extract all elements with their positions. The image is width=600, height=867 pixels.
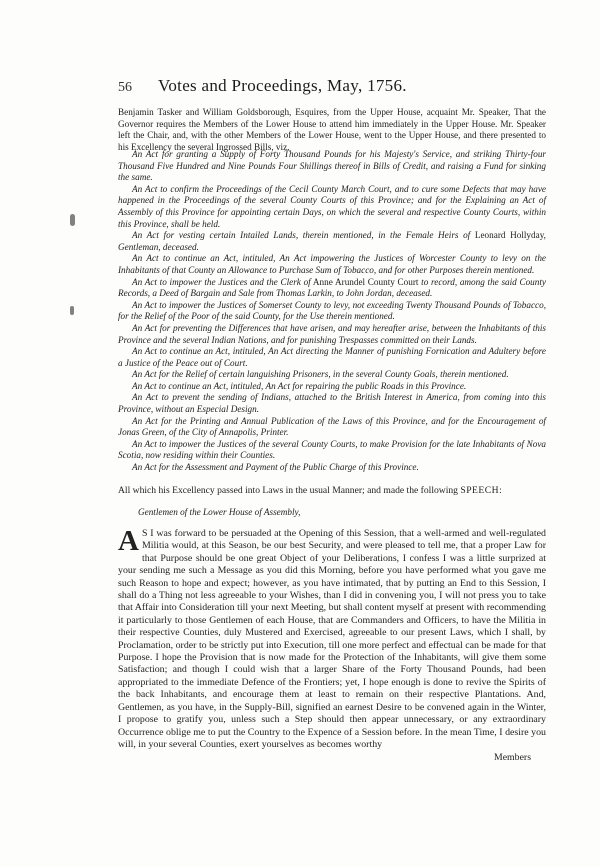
page-title: Votes and Proceedings, May, 1756. bbox=[158, 76, 407, 95]
bill-title: An Act for the Assessment and Payment of the Public Charge of this Province. bbox=[132, 462, 419, 473]
assent-text: All which his Excellency passed into Laws in the usual Manner; and made the following bbox=[118, 485, 458, 496]
bill-title-continued: to record, among the said County Records, a Deed of Bargain and Sale from Thomas Larkin, to John Jordan, deceased. bbox=[118, 276, 546, 299]
bill-title: An Act to confirm the Proceedings of the Cecil County March Court, and to cure some Defects that may have happened in the Proceedings of the several County Courts of this Province; and for the Explaining an Act of Assembly of this Province for appointing certain Days, on which the several and respective County Courts, within this Province, shall be held. bbox=[118, 183, 546, 229]
bill-item bbox=[118, 369, 546, 381]
bill-title: An Act for the Printing and Annual Publication of the Laws of this Province, and for the Encouragement of Jonas Green, of the City of Annapolis, Printer. bbox=[118, 415, 546, 438]
drop-cap: A bbox=[118, 525, 139, 557]
bill-title-continued: Gentleman, deceased. bbox=[118, 241, 199, 252]
bill-item bbox=[118, 277, 546, 300]
speech-address: Gentlemen of the Lower House of Assembly, bbox=[138, 507, 301, 517]
speech-heading: SPEECH: bbox=[460, 485, 503, 496]
bill-title: An Act to continue an Act, intituled, An Act directing the Manner of punishing Fornication and Adultery before a Justice of the Peace out of Court. bbox=[118, 346, 546, 368]
bill-item bbox=[118, 300, 546, 323]
speech-text: S I was forward to be persuaded at the Opening of this Session, that a well-armed and well-regulated Militia would, at this Season, be our best Security, and were pleased to tell me, that a proper Law for that Purpose should be one great Object of your Deliberations, I confess I was a little surprized at your sending me such a Message as you did this Morning, before you have performed what you gave me such Reason to hope and expect; however, as you have intimated, that by putting an End to this Session, I shall do a Thing not less agreeable to your Wishes, than I did in convening you, I will not press you to take that Affair into Consideration till your next Meeting, but shall content myself at present with recommending it particularly to those Gentlemen of each House, that are Commanders and Officers, to have the Militia in their respective Counties, duly Mustered and Exercised, agreeable to our present Laws, which I shall, by Proclamation, order to be strictly put into Execution, till one more perfect and effectual can be made for that Purpose. I hope the Provision that is now made for the Protection of the Inhabitants, will give them some Satisfaction; and though I could wish that a larger Share of the Forty Thousand Pounds, had been appropriated to the immediate Defence of the Frontiers; yet, I hope enough is done to revive the Spirits of the back Inhabitants, and encourage them at least to remain on their respective Plantations. And, Gentlemen, as you have, in the Supply-Bill, signified an earnest Desire to be convened again in the Winter, I propose to gratify you, unless such a Step should then appear unnecessary, or any extraordinary Occurrence oblige me to put the Country to the Expence of a Session before. In the mean Time, I desire you will, in your several Counties, exert yourselves as becomes worthy bbox=[118, 528, 546, 750]
bill-title: An Act to impower the Justices of the several County Courts, to make Provision for the late Inhabitants of Nova Scotia, now residing within their Counties. bbox=[118, 438, 546, 461]
bill-item bbox=[118, 230, 546, 253]
bill-item bbox=[118, 462, 546, 474]
page-number: 56 bbox=[118, 80, 132, 95]
ink-blot bbox=[70, 306, 74, 315]
assent-paragraph bbox=[118, 485, 546, 497]
bill-item bbox=[118, 346, 546, 369]
bill-item bbox=[118, 439, 546, 462]
bill-title: An Act to impower the Justices of Somerset County to levy, not exceeding Twenty Thousand Pounds of Tobacco, for the Relief of the Poor of the said County, for the Use therein mentioned. bbox=[118, 299, 546, 322]
speech-body bbox=[118, 525, 546, 751]
bill-item bbox=[118, 253, 546, 276]
catchword: Members bbox=[494, 752, 532, 763]
bill-title: An Act for preventing the Differences that have arisen, and may hereafter arise, between the Inhabitants of this Province and the several Indian Nations, and for punishing Trespasses committed on their Lands. bbox=[118, 322, 546, 345]
bill-proper-name: Leonard Hollyday, bbox=[470, 230, 546, 241]
bill-title: An Act to continue an Act, intituled, An Act impowering the Justices of Worcester County to levy on the Inhabitants of that County an Allowance to Purchase Sum of Tobacco, and for other Purposes therein mentioned. bbox=[118, 253, 546, 275]
running-head bbox=[118, 76, 490, 96]
bill-item bbox=[118, 323, 546, 346]
bill-title: An Act for granting a Supply of Forty Thousand Pounds for his Majesty's Service, and striking Thirty-four Thousand Five Hundred and Nine Pounds Four Shillings thereof in Bills of Credit, and raising a Fund for sinking the same. bbox=[118, 149, 546, 183]
bill-list bbox=[118, 149, 546, 474]
bill-item bbox=[118, 392, 546, 415]
bill-item bbox=[118, 149, 546, 184]
bill-item bbox=[118, 416, 546, 439]
bill-title: An Act to impower the Justices and the Clerk of bbox=[132, 276, 311, 287]
bill-title: An Act to continue an Act, intituled, An Act for repairing the public Roads in this Province. bbox=[132, 380, 467, 391]
intro-paragraph: Benjamin Tasker and William Goldsborough, Esquires, from the Upper House, acquaint Mr. Speaker, That the Governor requires the Members of the Lower House to attend him immediately in the Upper House. Mr. Speaker left the Chair, and, with the other Members of the Lower House, went to the Upper House, and there presented to his Excellency the several Ingrossed Bills, viz. bbox=[118, 107, 546, 152]
ink-blot bbox=[70, 214, 75, 226]
bill-title: An Act for vesting certain Intailed Lands, therein mentioned, in the Female Heirs of bbox=[132, 230, 471, 241]
bill-title: An Act for the Relief of certain languishing Prisoners, in the several County Goals, therein mentioned. bbox=[132, 369, 509, 380]
bill-item bbox=[118, 381, 546, 393]
bill-proper-name: Anne Arundel County Court bbox=[310, 276, 422, 287]
bill-title: An Act to prevent the sending of Indians, attached to the British Interest in America, from coming into this Province, without an Especial Design. bbox=[118, 392, 546, 415]
bill-item bbox=[118, 184, 546, 230]
